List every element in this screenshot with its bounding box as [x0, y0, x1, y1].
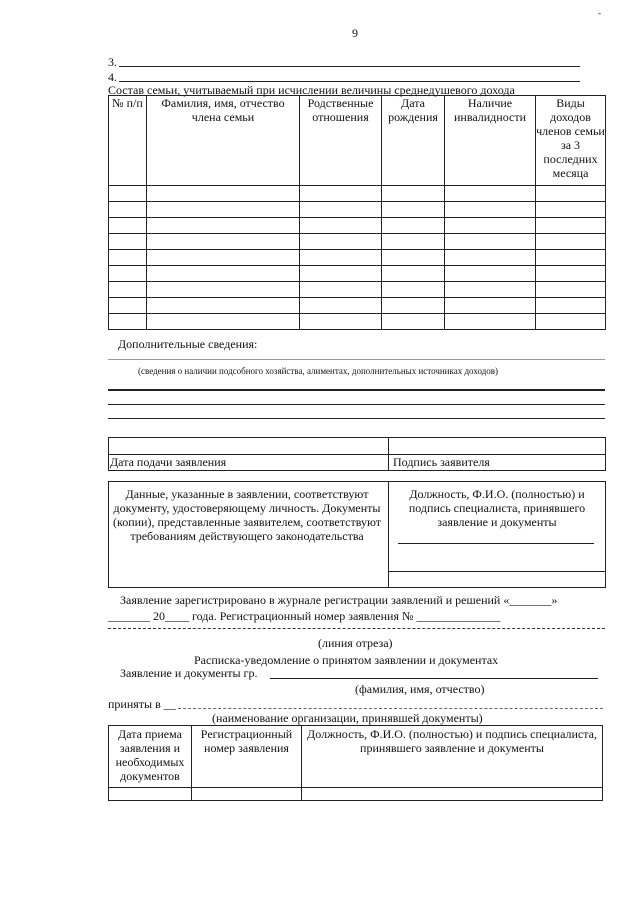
- submission-divider: [388, 437, 389, 471]
- additional-info-line[interactable]: [108, 418, 605, 419]
- specialist-position-label: Должность, Ф.И.О. (полностью) и подпись специалиста, принявшего заявление и документы: [408, 487, 586, 529]
- line-3-number: 3.: [108, 55, 117, 69]
- corner-mark: -: [598, 8, 601, 18]
- additional-info-line[interactable]: [108, 359, 605, 360]
- family-section-title: Состав семьи, учитываемый при исчислении величины среднедушевого дохода: [108, 83, 515, 97]
- additional-info-line[interactable]: [108, 404, 605, 405]
- table-row: [109, 282, 606, 298]
- table-row: [109, 218, 606, 234]
- applicant-signature-label: Подпись заявителя: [393, 455, 490, 469]
- table-row: [109, 298, 606, 314]
- receipt-table-header: [109, 726, 603, 788]
- receipt-regnum-header: Регистрационный номер заявления: [192, 726, 302, 788]
- table-row: [109, 314, 606, 330]
- receipt-organization-hint: (наименование организации, принявшей документы): [212, 711, 483, 725]
- receipt-table: [108, 725, 603, 801]
- organization-line[interactable]: [178, 708, 603, 709]
- line-4-number: 4.: [108, 70, 117, 84]
- submission-date-label: Дата подачи заявления: [110, 455, 227, 469]
- specialist-signature-line[interactable]: [398, 543, 594, 544]
- cut-line-label: (линия отреза): [318, 636, 393, 650]
- table-row: [109, 250, 606, 266]
- col-number-header: № п/п: [109, 96, 147, 186]
- table-row: [109, 788, 603, 801]
- table-row: [109, 234, 606, 250]
- col-disability-header: Наличие инвалидности: [445, 96, 536, 186]
- receipt-applicant-prefix: Заявление и документы гр.: [120, 666, 258, 680]
- col-relation-header: Родственные отношения: [300, 96, 382, 186]
- applicant-name-line[interactable]: [270, 678, 598, 679]
- col-name-header: Фамилия, имя, отчество члена семьи: [147, 96, 300, 186]
- receipt-date-header: Дата приема заявления и необходимых документов: [109, 726, 192, 788]
- line-3-blank[interactable]: [119, 66, 580, 67]
- line-4-blank[interactable]: [119, 81, 580, 82]
- receipt-accepted-prefix: приняты в __: [108, 697, 176, 711]
- col-income-header: Виды доходов членов семьи за 3 последних месяца: [536, 96, 606, 186]
- cut-line: [108, 628, 605, 629]
- table-row: [109, 202, 606, 218]
- table-row: [109, 186, 606, 202]
- receipt-applicant-hint: (фамилия, имя, отчество): [355, 682, 485, 696]
- receipt-specialist-header: Должность, Ф.И.О. (полностью) и подпись специалиста, принявшего заявление и документы: [302, 726, 603, 788]
- family-table: [108, 95, 606, 330]
- additional-info-label: Дополнительные сведения:: [118, 337, 258, 351]
- registration-line-2: _______ 20____ года. Регистрационный номер заявления № ______________: [108, 609, 501, 623]
- page-number: 9: [352, 26, 358, 40]
- family-table-header: [109, 96, 606, 186]
- table-row: [109, 266, 606, 282]
- registration-line-1: Заявление зарегистрировано в журнале регистрации заявлений и решений «_______»: [120, 593, 558, 607]
- col-birthdate-header: Дата рождения: [382, 96, 445, 186]
- verification-statement: Данные, указанные в заявлении, соответствуют документу, удостоверяющему личность. Документы (копии), представленные заявителем, соответствуют требованиям действующего законодательства: [112, 487, 382, 543]
- verification-divider: [388, 571, 606, 572]
- additional-info-line[interactable]: [108, 389, 605, 391]
- additional-info-hint: (сведения о наличии подсобного хозяйства, алиментах, дополнительных источниках доходов): [138, 366, 499, 376]
- receipt-title: Расписка-уведомление о принятом заявлении и документах: [194, 653, 499, 667]
